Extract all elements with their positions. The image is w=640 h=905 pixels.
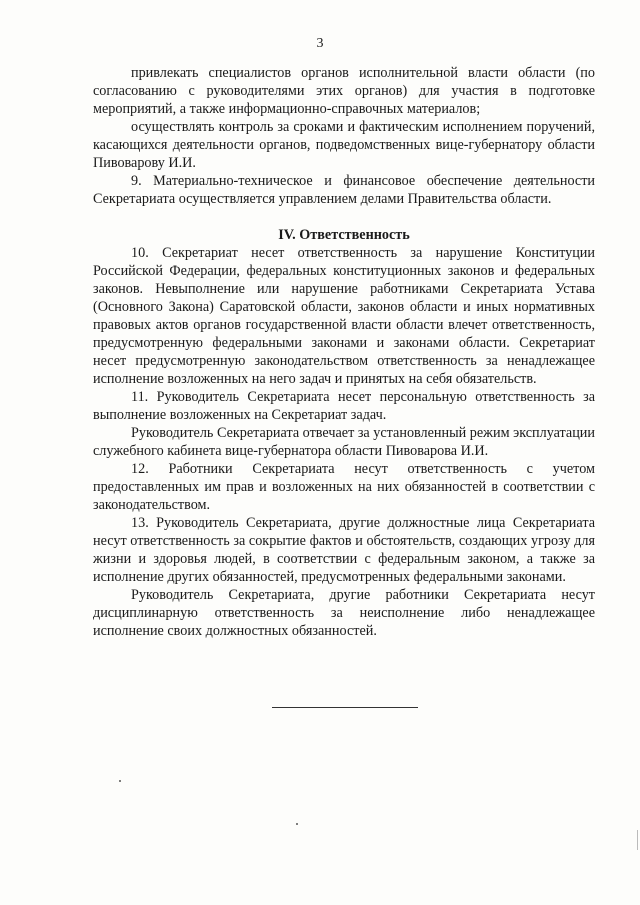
section-heading: IV. Ответственность	[278, 227, 410, 243]
paragraph-10-responsibility: 10. Секретариат несет ответственность за нарушение Конституции Российской Федерации, федеральных конституционных законов и федеральных законов. Невыполнение или нарушение работниками Секретариата Устава (Основного Закона) Саратовской области, законов области и иных нормативных правовых актов органов государственной власти области влечет ответственность, предусмотренную федеральными законами и законами области. Секретариат несет предусмотренную законодательством ответственность за ненадлежащее исполнение возложенных на него задач и принятых на себя обязательств.	[93, 245, 595, 387]
scan-speck	[296, 823, 298, 825]
paragraph-9-support: 9. Материально-техническое и финансовое обеспечение деятельности Секретариата осуществляется управлением делами Правительства области.	[93, 173, 595, 207]
document-body	[93, 64, 595, 640]
paragraph-11-head-responsibility: 11. Руководитель Секретариата несет персональную ответственность за выполнение возложенных на Секретариат задач.	[93, 389, 595, 423]
scan-speck	[119, 780, 121, 782]
page-number: 3	[316, 36, 324, 51]
paragraph-12-employees: 12. Работники Секретариата несут ответственность с учетом предоставленных им прав и возложенных на них обязанностей в соответствии с законодательством.	[93, 461, 595, 513]
paragraph-13-concealment: 13. Руководитель Секретариата, другие должностные лица Секретариата несут ответственность за сокрытие фактов и обстоятельств, создающих угрозу для жизни и здоровья людей, в соответствии с федеральным законом, а также за исполнение других обязанностей, предусмотренных федеральными законами.	[93, 515, 595, 585]
paragraph-office-regime: Руководитель Секретариата отвечает за установленный режим эксплуатации служебного кабинета вице-губернатора области Пивоварова И.И.	[93, 425, 595, 459]
paragraph-disciplinary: Руководитель Секретариата, другие работники Секретариата несут дисциплинарную ответственность за неисполнение либо ненадлежащее исполнение своих должностных обязанностей.	[93, 587, 595, 639]
closing-rule	[272, 707, 418, 708]
paragraph-engage-specialists: привлекать специалистов органов исполнительной власти области (по согласованию с руководителями этих органов) для участия в подготовке мероприятий, а также информационно-справочных материалов;	[93, 65, 595, 117]
scan-edge	[637, 830, 638, 850]
paragraph-control-deadlines: осуществлять контроль за сроками и фактическим исполнением поручений, касающихся деятельности органов, подведомственных вице-губернатору области Пивоварову И.И.	[93, 119, 595, 171]
